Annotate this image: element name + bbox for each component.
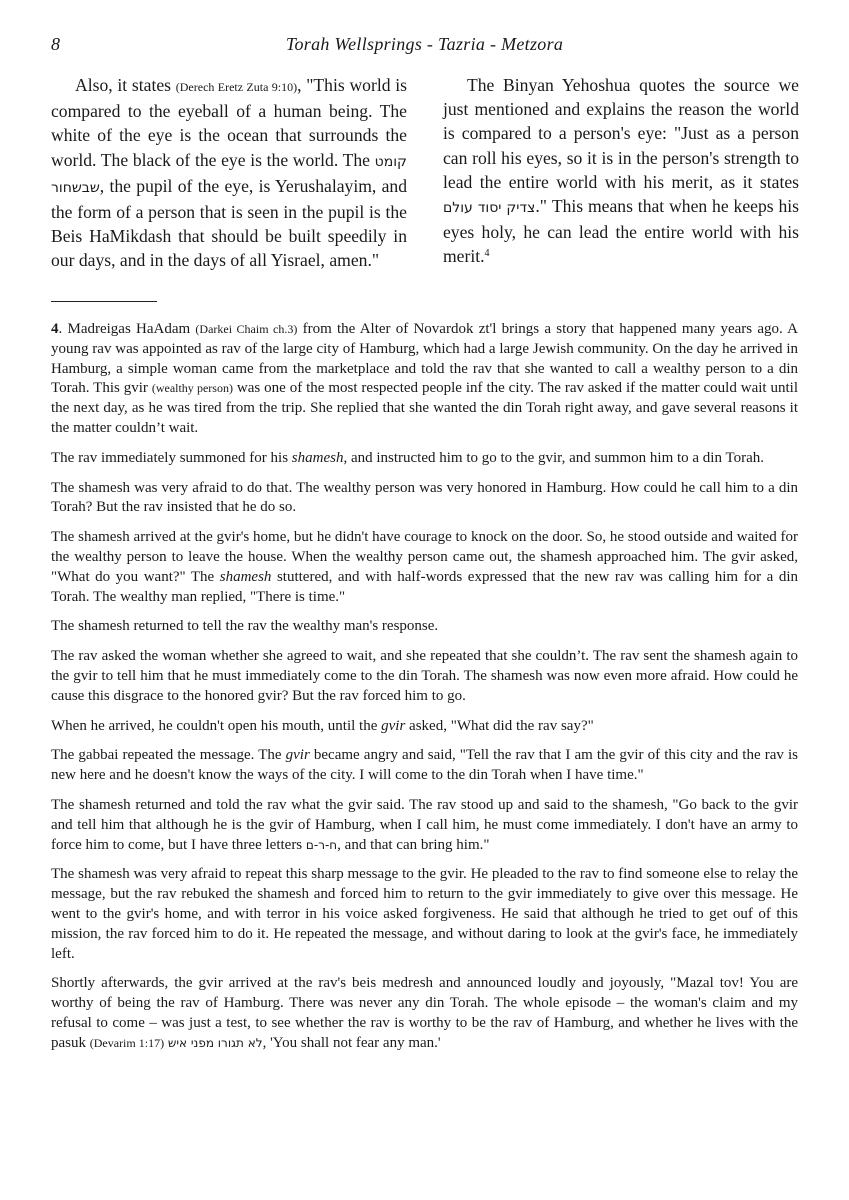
footnote-reference[interactable]: 4 bbox=[484, 248, 490, 260]
footnote-paragraph: Shortly afterwards, the gvir arrived at the rav's beis medresh and announced loudly and joyously, "Mazal tov! You are worthy of being the rav of Hamburg. There was never any din Torah. The whole episode – the woman's claim and my refusal to come – was just a test, to see whether the rav is worthy to be the rav of Hamburg, and whether he lives with the pasuk (Devarim 1:17) לא תגורו מפני איש, 'You shall not fear any man.' bbox=[51, 975, 798, 1051]
footnote-paragraph: 4. Madreigas HaAdam (Darkei Chaim ch.3) from the Alter of Novardok zt'l brings a story that happened many years ago. A young rav was appointed as rav of the large city of Hamburg, which had a large Jewish community. On the day he arrived in Hamburg, a simple woman came from the marketplace and told the rav that she wanted to call a wealthy person to a din Torah. This gvir (wealthy person) was one of the most respected people inf the city. The rav asked if the matter could wait until the next day, as he was tired from the trip. She replied that she wanted the din Torah right away, and gave several reasons it the matter couldn’t wait. bbox=[51, 321, 798, 436]
footnote-paragraph: The shamesh was very afraid to do that. The wealthy person was very honored in Hamburg. How could he call him to a din Torah? But the rav insisted that he do so. bbox=[51, 479, 798, 516]
hebrew-phrase: צדיק יסוד עולם bbox=[443, 200, 536, 217]
footnote-paragraph: The rav asked the woman whether she agreed to wait, and she repeated that she couldn’t. The rav sent the shamesh again to the gvir to tell him that he must immediately come to the din Torah. The shamesh was now even more afraid. How could he cause this disgrace to the honored gvir? But the rav forced him to go. bbox=[51, 648, 798, 704]
footnote-section bbox=[51, 320, 798, 1064]
citation: (Derech Eretz Zuta 9:10) bbox=[175, 80, 298, 94]
page-header bbox=[51, 34, 798, 56]
footnote-paragraph: The shamesh returned and told the rav what the gvir said. The rav stood up and said to the shamesh, "Go back to the gvir and tell him that although he is the gvir of Hamburg, when I call him, he must come immediately. I don't have an army to force him to come, but I have three letters ח-ר-ם, and that can bring him." bbox=[51, 796, 798, 853]
hebrew-phrase: קומט שבשחור bbox=[51, 153, 407, 196]
footnote-paragraph: The gabbai repeated the message. The gvir became angry and said, "Tell the rav that I am the gvir of this city and the rav is new here and he doesn't know the ways of the city. I will come to the din Torah when I have time." bbox=[51, 747, 798, 784]
footnote-paragraph: The rav immediately summoned for his shamesh, and instructed him to go to the gvir, and summon him to a din Torah. bbox=[51, 449, 764, 466]
hebrew-phrase: לא תגורו מפני איש bbox=[167, 1035, 263, 1050]
right-column bbox=[443, 73, 799, 269]
citation: (Devarim 1:17) bbox=[89, 1035, 165, 1050]
footnote-separator bbox=[51, 301, 157, 302]
left-column bbox=[51, 73, 407, 273]
page-number: 8 bbox=[51, 34, 60, 54]
footnote-number: 4 bbox=[51, 321, 59, 337]
footnote-paragraph: The shamesh was very afraid to repeat this sharp message to the gvir. He pleaded to the rav to find someone else to relay the message, but the rav rebuked the shamesh and forced him to return to the gvir immediately to give over this message. He went to the gvir's home, and with terror in his voice asked forgiveness. He said that although he tried to get ouf of this mission, the rav forced him to do it. He repeated the message, and without daring to look at the gvir's face, he immediately left. bbox=[51, 866, 798, 962]
footnote-paragraph: When he arrived, he couldn't open his mouth, until the gvir asked, "What did the rav say?" bbox=[51, 717, 594, 734]
running-title: Torah Wellsprings - Tazria - Metzora bbox=[285, 34, 564, 54]
hebrew-letters: ח-ר-ם bbox=[305, 837, 338, 852]
gloss: (wealthy person) bbox=[151, 381, 233, 396]
right-column-paragraph: The Binyan Yehoshua quotes the source we just mentioned and explains the reason the world is compared to a person's eye: "Just as a person can roll his eyes, so it is in the person's strength to lead the entire world with his merit, as it states צדיק יסוד עולם." This means that when he keeps his eyes holy, he can lead the entire world with his merit.$^4$ bbox=[443, 75, 799, 267]
footnote-paragraph: The shamesh returned to tell the rav the wealthy man's response. bbox=[51, 618, 439, 635]
citation: (Darkei Chaim ch.3) bbox=[195, 322, 298, 336]
left-column-paragraph: Also, it states (Derech Eretz Zuta 9:10), "This world is compared to the eyeball of a human being. The white of the eye is the ocean that surrounds the world. The black of the eye is the world. The קומט שבשחור, the pupil of the eye, is Yerushalayim, and the form of a person that is seen in the pupil is the Beis HaMikdash that should be built speedily in our days, and in the days of all Yisrael, amen." bbox=[51, 75, 407, 271]
footnote-paragraph: The shamesh arrived at the gvir's home, but he didn't have courage to knock on the door. So, he stood outside and waited for the wealthy person to leave the house. When the wealthy person came out, the shamesh approached him. The gvir asked, "What do you want?" The shamesh stuttered, and with half-words expressed that the new rav was calling him for a din Torah. The wealthy man replied, "There is time." bbox=[51, 529, 798, 605]
